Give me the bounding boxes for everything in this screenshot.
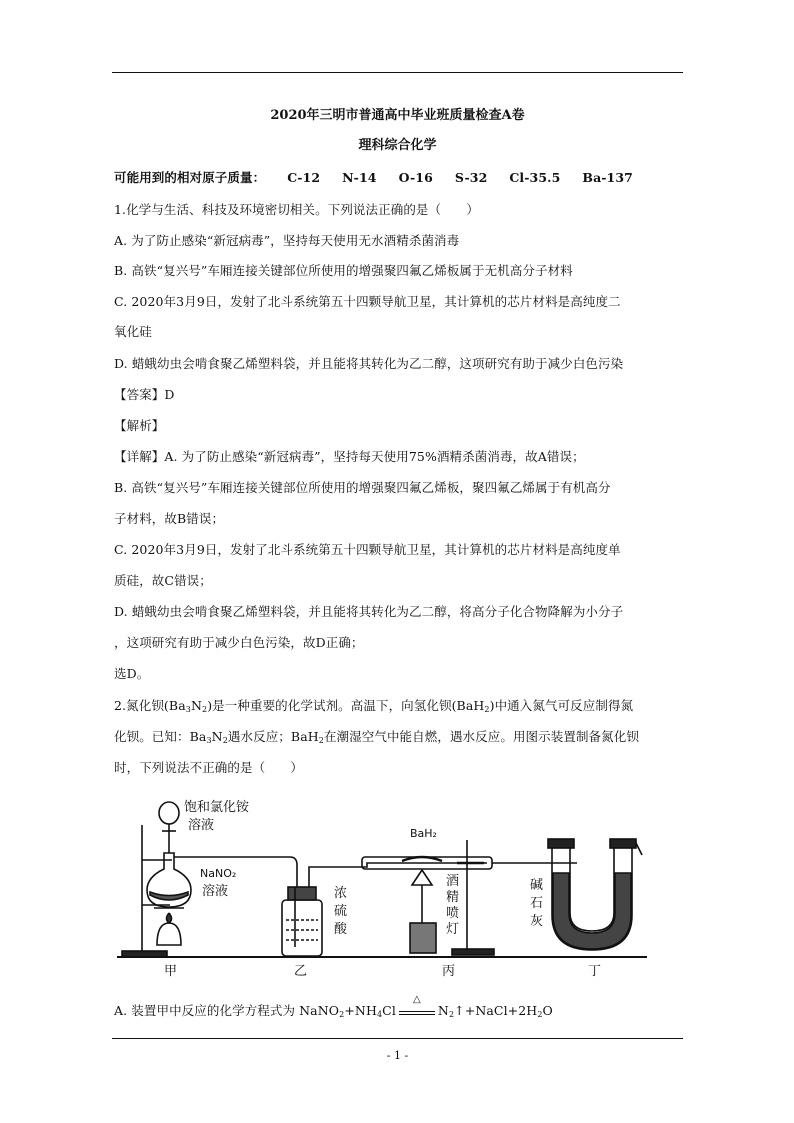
label-acid-3: 酸	[334, 922, 348, 937]
mass-c: C-12	[287, 170, 321, 185]
q1-answer: 【答案】D	[114, 387, 175, 402]
q1-analysis-label: 【解析】	[114, 418, 165, 433]
label-bah2: BaH₂	[410, 827, 437, 840]
q1-option-a: A. 为了防止感染“新冠病毒”，坚持每天使用无水酒精杀菌消毒	[114, 233, 460, 248]
label-lamp-1: 酒	[446, 874, 460, 889]
mass-o: O-16	[398, 170, 433, 185]
label-nano2-line2: 溶液	[202, 884, 229, 899]
q2-stem-line1: 2.氮化钡$(Ba_3N_2)$是一种重要的化学试剂。高温下，向氢化钡(BaH$_2$)中通入氮气可反应制得氮	[114, 698, 634, 714]
q2-option-a: A. 装置甲中反应的化学方程式为 $NaNO_2+NH_4Cl$ △ $N_2↑+NaCl+2H_2O$	[114, 994, 553, 1019]
atomic-masses	[114, 168, 633, 186]
label-yi: 乙	[294, 964, 308, 979]
q1-option-c-line2: 氧化硅	[114, 324, 152, 339]
q1-detail-b-line1: B. 高铁“复兴号”车厢连接关键部位所使用的增强聚四氟乙烯板，聚四氟乙烯属于有机高分	[114, 480, 611, 495]
mass-cl: Cl-35.5	[509, 170, 561, 185]
header-rule	[112, 72, 683, 73]
apparatus-figure	[112, 795, 652, 985]
label-nh4cl-line1: 饱和氯化铵	[184, 800, 250, 815]
exam-subtitle: 理科综合化学	[358, 138, 437, 153]
label-jia: 甲	[164, 964, 178, 979]
q1-detail-b-line2: 子材料，故B错误；	[114, 511, 225, 526]
label-acid-1: 浓	[334, 886, 348, 901]
label-lime-3: 灰	[530, 914, 544, 929]
mass-n: N-14	[342, 170, 377, 185]
q1-detail-d-line2: ，这项研究有助于减少白色污染，故D正确；	[114, 635, 364, 650]
q1-option-c-line1: C. 2020年3月9日，发射了北斗系统第五十四颗导航卫星，其计算机的芯片材料是高纯度二	[114, 294, 621, 309]
q1-detail-c-line2: 质硅，故C错误；	[114, 573, 212, 588]
q1-stem: 1.化学与生活、科技及环境密切相关。下列说法正确的是（ ）	[114, 202, 479, 217]
label-ding: 丁	[588, 964, 602, 979]
q1-choose: 选D。	[114, 666, 150, 681]
label-lime-1: 碱	[530, 878, 544, 893]
q1-detail-a: 【详解】A. 为了防止感染“新冠病毒”，坚持每天使用75%酒精杀菌消毒，故A错误；	[114, 449, 585, 464]
page-number: - 1 -	[386, 1049, 409, 1062]
label-nh4cl-line2: 溶液	[188, 818, 215, 833]
apparatus-bing	[362, 840, 577, 955]
atomic-masses-label: 可能用到的相对原子质量：	[114, 170, 266, 185]
q1-detail-c-line1: C. 2020年3月9日，发射了北斗系统第五十四颗导航卫星，其计算机的芯片材料是高纯度单	[114, 542, 621, 557]
label-bing: 丙	[442, 964, 456, 979]
q1-detail-d-line1: D. 蜡蛾幼虫会啃食聚乙烯塑料袋，并且能将其转化为乙二醇，将高分子化合物降解为小分子	[114, 604, 624, 619]
q2-stem-line2: 化钡。已知：$Ba_3N_2$遇水反应；BaH$_2$在潮湿空气中能自燃，遇水反应。用图示装置制备氮化钡	[114, 729, 639, 745]
label-lamp-2: 精	[446, 890, 460, 905]
apparatus-ding	[548, 839, 642, 950]
q1-option-d: D. 蜡蛾幼虫会啃食聚乙烯塑料袋，并且能将其转化为乙二醇，这项研究有助于减少白色污染	[114, 356, 624, 371]
label-acid-2: 硫	[334, 904, 348, 919]
exam-title: 2020年三明市普通高中毕业班质量检查A卷	[270, 108, 525, 123]
q2-stem-line3: 时，下列说法不正确的是（ ）	[114, 760, 304, 775]
q1-option-b: B. 高铁“复兴号”车厢连接关键部位所使用的增强聚四氟乙烯板属于无机高分子材料	[114, 263, 573, 278]
label-lime-2: 石	[530, 896, 544, 911]
footer-rule	[112, 1038, 683, 1039]
label-nano2-line1: NaNO₂	[200, 867, 237, 880]
label-lamp-3: 喷	[446, 906, 460, 921]
mass-ba: Ba-137	[582, 170, 633, 185]
label-lamp-4: 灯	[446, 922, 460, 937]
mass-s: S-32	[454, 170, 488, 185]
